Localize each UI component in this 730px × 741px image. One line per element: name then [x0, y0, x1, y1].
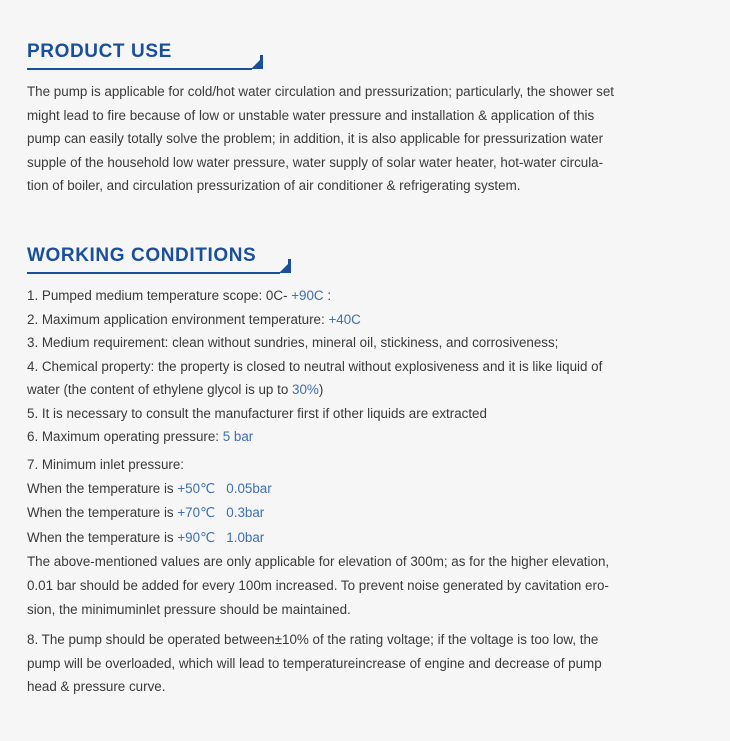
paragraph-line: The pump is applicable for cold/hot water circulation and pressurization; particularly, the shower set [27, 84, 614, 99]
condition-item-4-line2 [27, 378, 712, 402]
working-conditions-list [27, 284, 712, 449]
item8-line: pump will be overloaded, which will lead to temperatureincrease of engine and decrease of pump [27, 655, 602, 671]
item-value: +90C [291, 288, 324, 303]
temp-value: +70℃ [177, 505, 216, 521]
temp-value: +50℃ [177, 481, 216, 497]
working-conditions-title: WORKING CONDITIONS [27, 245, 257, 266]
item-value: +40C [328, 311, 361, 327]
pressure-value: 1.0bar [226, 529, 265, 545]
item-value: 30% [292, 382, 319, 397]
item-text: 2. Maximum application environment temperature: [27, 311, 329, 327]
condition-item-5: 5. It is necessary to consult the manufacturer first if other liquids are extracted [27, 405, 487, 421]
item-text: 1. Pumped medium temperature scope: 0C- [27, 288, 292, 303]
temp-row [27, 477, 712, 501]
corner-bar-icon [288, 259, 291, 273]
condition-item-4-line1: 4. Chemical property: the property is closed to neutral without explosiveness and it is like liquid of [27, 358, 603, 374]
item-suffix: : [323, 288, 332, 303]
product-use-title: PRODUCT USE [27, 41, 172, 62]
item-value: 5 bar [222, 429, 254, 444]
temp-prefix: When the temperature is [27, 481, 178, 497]
paragraph-line: pump can easily totally solve the problem; in addition, it is also applicable for pressurization water [27, 131, 604, 146]
item-suffix: ) [318, 382, 324, 397]
temp-prefix: When the temperature is [27, 529, 178, 545]
item-text: water (the content of ethylene glycol is up to [27, 382, 292, 397]
inlet-pressure-block [27, 453, 712, 622]
heading-underline [27, 272, 280, 274]
condition-item-6 [27, 425, 712, 449]
temp-row [27, 501, 712, 525]
note-line: sion, the minimuminlet pressure should be maintained. [27, 602, 351, 618]
item8-line: head & pressure curve. [27, 679, 166, 694]
paragraph-line: supple of the household low water pressure, water supply of solar water heater, hot-water circula- [27, 154, 604, 170]
temp-prefix: When the temperature is [27, 505, 178, 521]
paragraph-line: might lead to fire because of low or unstable water pressure and installation & application of this [27, 107, 595, 123]
temp-row [27, 526, 712, 550]
item-text: 6. Maximum operating pressure: [27, 429, 223, 444]
corner-bar-icon [260, 55, 263, 69]
condition-item-3: 3. Medium requirement: clean without sundries, mineral oil, stickiness, and corrosiveness; [27, 335, 559, 350]
condition-item-1 [27, 284, 712, 308]
condition-item-8 [27, 628, 712, 699]
note-line: 0.01 bar should be added for every 100m increased. To prevent noise generated by cavitation ero- [27, 578, 609, 594]
temp-value: +90℃ [177, 529, 216, 545]
item8-line: 8. The pump should be operated between±10% of the rating voltage; if the voltage is too low, the [27, 632, 599, 647]
pressure-value: 0.05bar [226, 481, 272, 497]
condition-item-7-title: 7. Minimum inlet pressure: [27, 457, 185, 472]
pressure-value: 0.3bar [226, 505, 265, 521]
heading-underline [27, 68, 252, 70]
working-conditions-heading [27, 245, 256, 267]
condition-item-2 [27, 308, 712, 332]
product-use-heading [27, 41, 172, 63]
paragraph-line: tion of boiler, and circulation pressurization of air conditioner & refrigerating system. [27, 178, 521, 193]
product-use-paragraph [27, 80, 712, 198]
note-line: The above-mentioned values are only applicable for elevation of 300m; as for the higher elevation, [27, 553, 610, 569]
